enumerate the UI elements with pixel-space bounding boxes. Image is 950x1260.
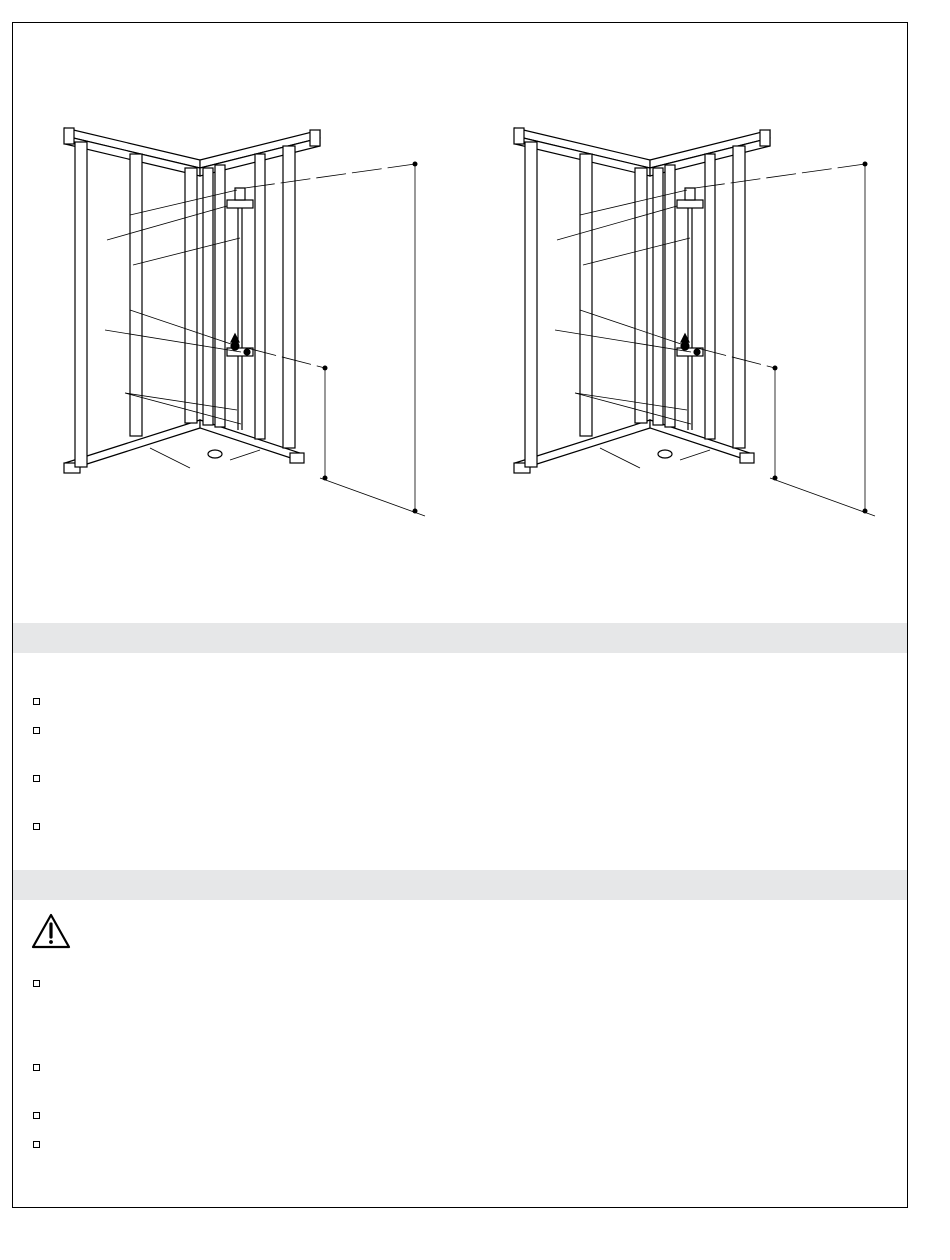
checkbox-item[interactable]: [33, 727, 40, 734]
checkbox-item[interactable]: [33, 1112, 40, 1119]
checkbox-item[interactable]: [33, 823, 40, 830]
framing-diagram-right: [505, 120, 895, 520]
framing-diagram-left: [55, 120, 445, 520]
checkbox-item[interactable]: [33, 698, 40, 705]
checkbox-item[interactable]: [33, 1064, 40, 1071]
section-band-1: [13, 623, 907, 653]
section-band-2: [13, 870, 907, 900]
wall-framing: [514, 128, 770, 473]
checkbox-item[interactable]: [33, 980, 40, 987]
dimension-points: [773, 162, 868, 514]
checkbox-item[interactable]: [33, 775, 40, 782]
wall-framing: [64, 128, 320, 473]
checkbox-item[interactable]: [33, 1141, 40, 1148]
dimension-points: [323, 162, 418, 514]
warning-triangle-icon: [30, 912, 72, 950]
